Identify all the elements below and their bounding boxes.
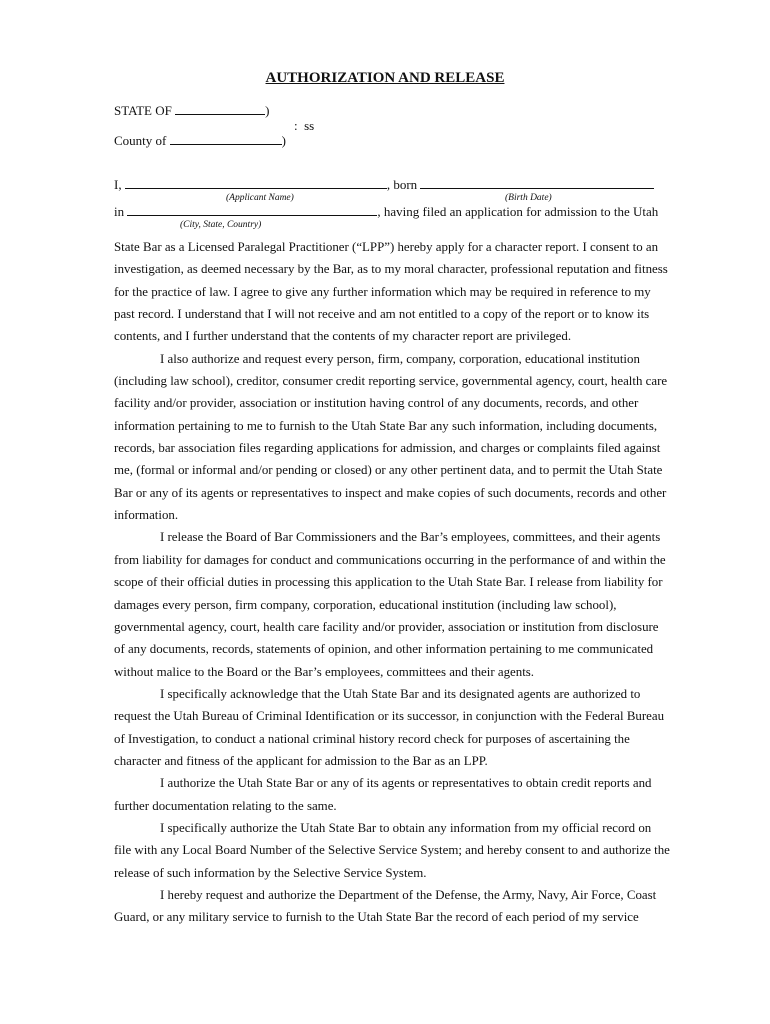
paragraph-line: facility and/or provider, association or institution having control of any documents, records, and other <box>114 396 639 411</box>
paragraph-line: I hereby request and authorize the Department of the Defense, the Army, Navy, Air Force, Coast <box>160 887 657 902</box>
document-body <box>114 236 670 929</box>
paragraph-line: I specifically acknowledge that the Utah State Bar and its designated agents are authorized to <box>160 686 641 701</box>
city-caption: (City, State, Country) <box>180 220 262 230</box>
paragraph <box>114 348 668 527</box>
paragraph <box>114 236 668 348</box>
paragraph-line: for the practice of law. I agree to give any further information which may be required in reference to my <box>114 284 651 299</box>
paragraph-line: from liability for damages for conduct and communications occurring in the performance of and within the <box>114 552 666 567</box>
paragraph-line: of Investigation, to conduct a national criminal history record check for purposes of ascertaining the <box>114 731 630 746</box>
paragraph <box>114 683 665 772</box>
county-line: County of ) <box>114 133 286 148</box>
paragraph-line: I release the Board of Bar Commissioners and the Bar’s employees, committees, and their agents <box>160 530 661 545</box>
paragraph-line: release of such information by the Selective Service System. <box>114 865 427 880</box>
paragraph-line: past record. I understand that I will not receive and am not entitled to a copy of the report or to know its <box>114 307 650 322</box>
paragraph-line: further documentation relating to the same. <box>114 798 337 813</box>
paragraph-line: scope of their official duties in processing this application to the Utah State Bar. I release from liability for <box>114 575 663 590</box>
birth-date-blank[interactable] <box>420 177 654 189</box>
paragraph <box>114 772 659 817</box>
applicant-line: I, , born <box>114 177 654 193</box>
county-label: County of <box>114 133 167 148</box>
paragraph-line: (including law school), creditor, consumer credit reporting service, governmental agency, court, health care <box>114 374 668 389</box>
paragraph-line: investigation, as deemed necessary by the Bar, as to my moral character, professional reputation and fitness <box>114 262 668 277</box>
county-blank[interactable] <box>170 133 282 145</box>
applicant-name-blank[interactable] <box>125 177 387 189</box>
paragraph-line: character and fitness of the applicant for admission to the Bar as an LPP. <box>114 753 488 768</box>
ss-marker: : ss <box>294 118 315 133</box>
city-blank[interactable] <box>127 204 377 216</box>
paragraph-line: file with any Local Board Number of the Selective Service System; and hereby consent to and authorize the <box>114 843 670 858</box>
city-line: in , having filed an application for admission to the Utah <box>114 204 659 219</box>
paragraph-line: information pertaining to me to furnish to the Utah State Bar any such information, including documents, <box>114 418 658 433</box>
document-title: AUTHORIZATION AND RELEASE <box>265 70 505 86</box>
paragraph-line: I also authorize and request every person, firm, company, corporation, educational institution <box>160 351 640 366</box>
paragraph <box>114 526 666 682</box>
paragraph-line: governmental agency, court, health care facility and/or provider, association or institution from disclosure <box>114 619 659 634</box>
paragraph-line: records, bar association files regarding applications for admission, and charges or complaints filed against <box>114 441 661 456</box>
paragraph-line: damages every person, firm company, corporation, educational institution (including law school), <box>114 597 617 612</box>
state-blank[interactable] <box>175 103 265 115</box>
paragraph-line: Bar or any of its agents or representatives to inspect and make copies of such documents, records and other <box>114 485 667 500</box>
paragraph-line: State Bar as a Licensed Paralegal Practitioner (“LPP”) hereby apply for a character report. I consent to an <box>114 240 659 254</box>
birth-date-caption: (Birth Date) <box>505 193 552 203</box>
paragraph <box>114 817 670 884</box>
paragraph-line: me, (formal or informal and/or pending or closed) or any other pertinent data, and to permit the Utah State <box>114 463 663 478</box>
paragraph-line: without malice to the Board or the Bar’s employees, committees and their agents. <box>114 664 535 679</box>
state-line: STATE OF ) <box>114 103 270 118</box>
applicant-name-caption: (Applicant Name) <box>226 193 294 203</box>
paragraph-line: I authorize the Utah State Bar or any of its agents or representatives to obtain credit reports and <box>160 776 652 791</box>
paragraph-line: information. <box>114 508 179 523</box>
state-label: STATE OF <box>114 103 172 118</box>
paragraph-line: Guard, or any military service to furnish to the Utah State Bar the record of each period of my service <box>114 910 639 925</box>
paragraph <box>114 884 659 929</box>
paragraph-line: of any documents, records, statements of opinion, and other information pertaining to me communicated <box>114 642 654 657</box>
paragraph-line: contents, and I further understand that the contents of my character report are privileged. <box>114 329 572 344</box>
paragraph-line: request the Utah Bureau of Criminal Identification or its successor, in conjunction with the Federal Bureau <box>114 709 665 724</box>
paragraph-line: I specifically authorize the Utah State Bar to obtain any information from my official record on <box>160 820 652 835</box>
